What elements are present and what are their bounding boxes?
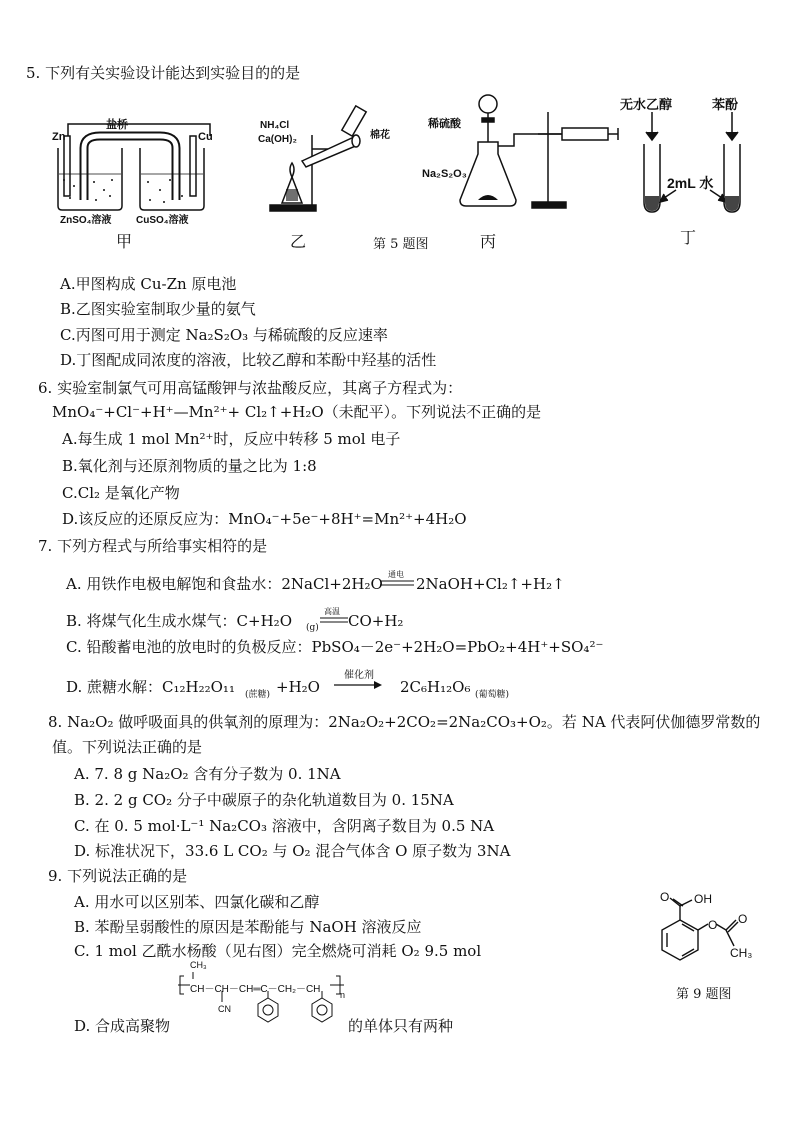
label-cotton: 棉花 — [370, 130, 390, 141]
q6-option-b: B.氧化剂与还原剂物质的量之比为 1:8 — [62, 457, 317, 475]
q7-option-d-lhs: D. 蔗糖水解：C₁₂H₂₂O₁₁ — [66, 678, 235, 696]
label-znso4: ZnSO₄溶液 — [60, 215, 112, 226]
q8-option-b: B. 2. 2 g CO₂ 分子中碳原子的杂化轨道数目为 0. 15NA — [74, 791, 454, 809]
q7-option-b-rhs: CO+H₂ — [348, 612, 404, 630]
q7-option-d-arrow — [334, 681, 384, 691]
q7-option-b-lhs: B. 将煤气化生成水煤气：C+H₂O — [66, 612, 292, 630]
label-phenol: 苯酚 — [712, 97, 739, 112]
q5-fig-caption: 第 5 题图 — [373, 237, 429, 252]
q9-option-b: B. 苯酚呈弱酸性的原因是苯酚能与 NaOH 溶液反应 — [74, 918, 422, 936]
q9-option-d-pre: D. 合成高聚物 — [74, 1017, 171, 1035]
q9-fig-caption: 第 9 题图 — [676, 987, 732, 1002]
q6-stem: 6. 实验室制氯气可用高锰酸钾与浓盐酸反应，其离子方程式为： — [38, 379, 463, 397]
q5-stem: 5. 下列有关实验设计能达到实验目的的是 — [26, 64, 301, 82]
q7-option-d-water: +H₂O — [276, 678, 320, 696]
label-caoh2: Ca(OH)₂ — [258, 134, 297, 145]
q7-option-a-equals — [380, 580, 416, 588]
q8-option-a: A. 7. 8 g Na₂O₂ 含有分子数为 0. 1NA — [74, 765, 341, 783]
aspirin-o-ester: O — [708, 918, 718, 932]
caption-ding: 丁 — [680, 228, 697, 247]
aspirin-oh: OH — [694, 892, 712, 906]
fig-bing-drawing — [452, 92, 622, 222]
q7-option-c: C. 铅酸蓄电池的放电时的负极反应：PbSO₄－2e⁻+2H₂O=PbO₂+4H⁺+SO₄²⁻ — [66, 638, 604, 656]
aspirin-o-carbonyl: O — [660, 890, 670, 904]
q7-option-d-note-glucose: (葡萄糖) — [475, 690, 510, 700]
q7-option-a-lhs: A. 用铁作电极电解饱和食盐水：2NaCl+2H₂O — [66, 575, 383, 593]
q7-option-a-rhs: 2NaOH+Cl₂↑+H₂↑ — [416, 575, 565, 593]
q7-stem: 7. 下列方程式与所给事实相符的是 — [38, 537, 268, 555]
q9-option-d-post: 的单体只有两种 — [348, 1017, 454, 1035]
q7-option-b-state: (g) — [306, 623, 319, 633]
q8-stem: 8. Na₂O₂ 做呼吸面具的供氧剂的原理为：2Na₂O₂+2CO₂=2Na₂CO₃+O₂。若 NA 代表阿伏伽德罗常数的 — [48, 713, 761, 731]
q7-option-a-condition: 通电 — [388, 570, 404, 579]
label-2ml-water: 2mL 水 — [667, 175, 714, 191]
label-dilute-acid: 稀硫酸 — [428, 118, 461, 130]
label-bridge: 盐桥 — [106, 119, 128, 131]
caption-bing: 丙 — [480, 232, 497, 251]
label-nh4cl: NH₄Cl — [260, 120, 290, 131]
fig-jia-drawing — [50, 110, 250, 220]
caption-jia: 甲 — [116, 232, 133, 251]
polymer-bonds — [178, 962, 348, 1032]
q5-option-c: C.丙图可用于测定 Na₂S₂O₃ 与稀硫酸的反应速率 — [60, 326, 388, 344]
q8-stem-continued: 值。下列说法正确的是 — [52, 738, 203, 756]
caption-yi: 乙 — [290, 232, 307, 251]
q6-equation: MnO₄⁻+Cl⁻+H⁺—Mn²⁺+ Cl₂↑+H₂O（未配平）。下列说法不正确的是 — [52, 403, 542, 421]
q8-option-d: D. 标准状况下，33.6 L CO₂ 与 O₂ 混合气体含 O 原子数为 3NA — [74, 842, 511, 860]
q5-option-a: A.甲图构成 Cu-Zn 原电池 — [60, 275, 237, 293]
q7-option-d-rhs: 2C₆H₁₂O₆ — [400, 678, 471, 696]
label-cuso4: CuSO₄溶液 — [136, 215, 189, 226]
polymer-ch3: CH₃ — [190, 960, 207, 970]
q7-option-d-note-sucrose: (蔗糖) — [245, 690, 271, 700]
polymer-n: n — [340, 990, 346, 1000]
label-na2s2o3: Na₂S₂O₃ — [422, 168, 467, 180]
aspirin-ch3: CH₃ — [730, 946, 753, 960]
q5-option-b: B.乙图实验室制取少量的氨气 — [60, 300, 256, 318]
polymer-chain: CH－CH－CH═C－CH₂－CH — [190, 984, 321, 995]
q6-option-d: D.该反应的还原反应为：MnO₄⁻+5e⁻+8H⁺=Mn²⁺+4H₂O — [62, 510, 467, 528]
q8-option-c: C. 在 0. 5 mol·L⁻¹ Na₂CO₃ 溶液中，含阴离子数目为 0.5 NA — [74, 817, 495, 835]
label-ethanol: 无水乙醇 — [620, 97, 673, 112]
label-zn: Zn — [52, 131, 66, 143]
polymer-cn: CN — [218, 1004, 231, 1014]
q7-option-b-condition: 高温 — [324, 607, 340, 616]
fig-ding-drawing — [630, 110, 750, 220]
q9-option-c: C. 1 mol 乙酰水杨酸（见右图）完全燃烧可消耗 O₂ 9.5 mol — [74, 942, 482, 960]
aspirin-o-acetyl: O — [738, 912, 748, 926]
q6-option-c: C.Cl₂ 是氧化产物 — [62, 484, 180, 502]
label-cu: Cu — [198, 131, 213, 143]
q7-option-d-condition: 催化剂 — [344, 670, 374, 681]
q6-option-a: A.每生成 1 mol Mn²⁺时，反应中转移 5 mol 电子 — [62, 430, 401, 448]
q5-option-d: D.丁图配成同浓度的溶液，比较乙醇和苯酚中羟基的活性 — [60, 351, 437, 369]
q9-option-a: A. 用水可以区别苯、四氯化碳和乙醇 — [74, 893, 320, 911]
q9-stem: 9. 下列说法正确的是 — [48, 867, 188, 885]
